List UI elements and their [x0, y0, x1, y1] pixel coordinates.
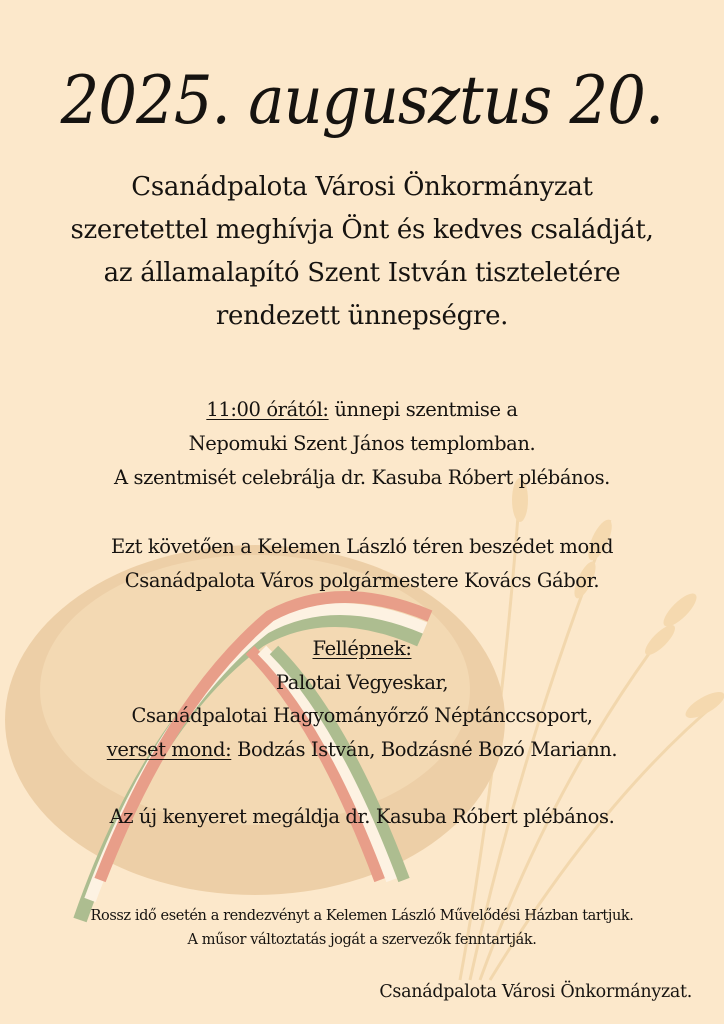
poem-line: [0, 738, 724, 761]
speech-line: Csanádpalota Város polgármestere Kovács Gábor.: [124, 569, 600, 592]
footer-note: Rossz idő esetén a rendezvényt a Kelemen László Művelődési Házban tartjuk.: [90, 908, 634, 924]
mass-line: A szentmisét celebrálja dr. Kasuba Róbert plébános.: [114, 466, 610, 489]
bread-blessing-line: Az új kenyeret megáldja dr. Kasuba Róbert plébános.: [109, 805, 615, 828]
signature: Csanádpalota Városi Önkormányzat.: [379, 982, 692, 1002]
event-date-title: 2025. augusztus 20.: [60, 62, 664, 139]
performer: Csanádpalotai Hagyományőrző Néptánccsoport,: [131, 704, 593, 727]
poem-text: Bodzás István, Bodzásné Bozó Mariann.: [231, 738, 618, 761]
intro-line: rendezett ünnepségre.: [215, 301, 509, 331]
time-text: ünnepi szentmise a: [328, 398, 518, 421]
intro-line: Csanádpalota Városi Önkormányzat: [131, 172, 593, 202]
performers-label: [0, 637, 724, 660]
mass-line: Nepomuki Szent János templomban.: [188, 432, 536, 455]
intro-line: az államalapító Szent István tiszteletére: [103, 258, 621, 288]
performer: Palotai Vegyeskar,: [275, 671, 449, 694]
speech-line: Ezt követően a Kelemen László téren beszédet mond: [110, 535, 614, 558]
performers-heading: Fellépnek:: [312, 637, 412, 660]
mass-time-line: [0, 398, 724, 421]
poem-label: verset mond:: [106, 738, 232, 761]
intro-line: szeretettel meghívja Önt és kedves családját,: [70, 215, 654, 245]
time-label: 11:00 órától:: [206, 398, 329, 421]
footer-note: A műsor változtatás jogát a szervezők fenntartják.: [187, 932, 537, 948]
